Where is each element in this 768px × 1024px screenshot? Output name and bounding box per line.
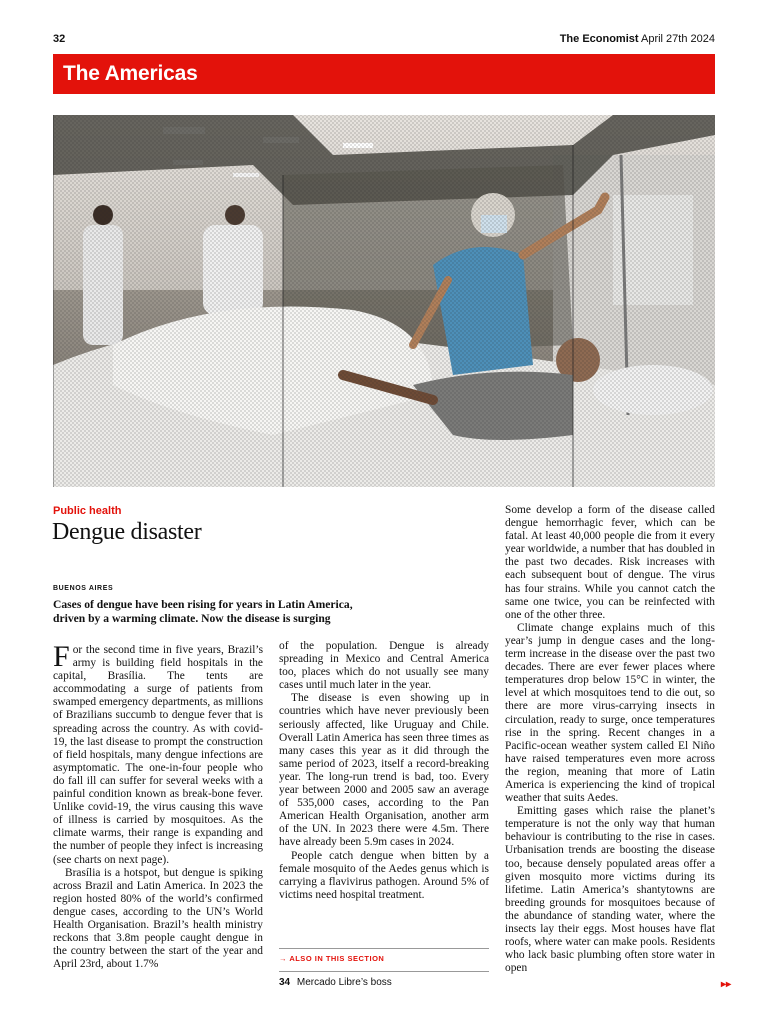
arrow-icon: → xyxy=(279,954,287,963)
issue-date: April 27th 2024 xyxy=(641,33,715,45)
publication-line xyxy=(560,33,715,45)
article-photo xyxy=(53,115,715,487)
section-title: The Americas xyxy=(63,62,198,85)
article-kicker: Public health xyxy=(53,505,122,517)
article-headline: Dengue disaster xyxy=(52,519,202,545)
body-column-2 xyxy=(279,640,489,902)
article-dateline: BUENOS AIRES xyxy=(53,585,114,592)
body-paragraph: Emitting gases which raise the planet’s temperature is not the only way that human behaviour is contributing to the rise in cases. Urbanisation trends are boosting the disease too, because densely populated areas offer a given mosquito more victims during its lifetime. Latin America’s shantytowns are breeding grounds for mosquitoes because of the abundance of standing water, where the insects lay their eggs. Most houses have flat roofs, where water can make pools. Residents who lack basic plumbing often store water in open xyxy=(505,805,715,975)
also-label: → ALSO IN THIS SECTION xyxy=(279,954,385,963)
publication-name: The Economist xyxy=(559,33,639,45)
section-banner xyxy=(53,54,715,94)
page-header xyxy=(53,31,715,47)
also-in-this-section xyxy=(279,948,489,988)
article-standfirst: Cases of dengue have been rising for years in Latin America, driven by a warming climate. Now the disease is surging xyxy=(53,598,353,625)
body-column-1 xyxy=(53,640,263,971)
hospital-ward-illustration xyxy=(53,115,715,487)
body-paragraph: People catch dengue when bitten by a female mosquito of the Aedes genus which is carrying a flavivirus pathogen. Around 5% of victims need hospital treatment. xyxy=(279,849,489,901)
body-paragraph: Climate change explains much of this year’s jump in dengue cases and the long-term increase in the disease over the past two decades. There are ever fewer places where temperatures drop below 15°C in winter, the level at which mosquitoes tend to die out, so there are more virus-carrying insects in circulation, ready to surge, once temperatures rise in the spring. Recent changes in a Pacific-ocean weather system called El Niño have raised temperatures even more across the region, meaning that more of Latin America is experiencing the kind of tropical weather that suits Aedes. xyxy=(505,621,715,805)
body-paragraph: Brasília is a hotspot, but dengue is spiking across Brazil and Latin America. In 2023 the region hosted 80% of the world’s confirmed dengue cases, according to the UN’s World Health Organisation. Brazil’s health ministry reckons that 3.8m people caught dengue in the country between the start of the year and April 23rd, about 1.7% xyxy=(53,866,263,971)
body-paragraph: of the population. Dengue is already spreading in Mexico and Central America too, places which do not usually see many cases until much later in the year. xyxy=(279,640,489,692)
also-link[interactable] xyxy=(279,971,489,988)
body-column-3 xyxy=(505,504,715,975)
also-title: Mercado Libre’s boss xyxy=(296,977,392,988)
continue-arrow-icon: ▸▸ xyxy=(721,979,732,990)
also-page-number: 34 xyxy=(279,977,291,988)
page-number: 32 xyxy=(53,33,66,45)
body-paragraph: The disease is even showing up in countries which have never previously been seriously affected, like Uruguay and Chile. Overall Latin America has seen three times as many cases this year as it did through the same period of 2023, itself a record-breaking year. The long-run trend is bad, too. Every year between 2000 and 2005 saw an average of 535,000 cases, according to the Pan American Health Organisation, another arm of the UN. In 2023 there were 4.5m. There have already been 5.9m cases in 2024. xyxy=(279,692,489,849)
drop-cap: F xyxy=(53,640,70,673)
body-paragraph: Some develop a form of the disease called dengue hemorrhagic fever, which can be fatal. At least 40,000 people die from it every year worldwide, a number that has doubled in the past two decades. Risk increases with each subsequent bout of dengue. The virus has four strains. While you cannot catch the same one twice, you can be reinfected with one of the other three. xyxy=(505,504,715,621)
body-paragraph: For the second time in five years, Brazil’s army is building field hospitals in the capital, Brasília. The tents are accommodating a surge of patients from swamped emergency departments, as millions of Brazilians succumb to dengue fever that is spreading across the country. As with covid-19, the last disease to prompt the construction of field hospitals, many dengue infections are asymptomatic. The one-in-four people who do fall ill can suffer for several weeks with a painful condition known as break-bone fever. Unlike covid-19, the virus causing this wave of illness is carried by mosquitoes. As the climate warms, their range is expanding and the number of people they infect is increasing (see charts on next page). xyxy=(53,640,263,866)
